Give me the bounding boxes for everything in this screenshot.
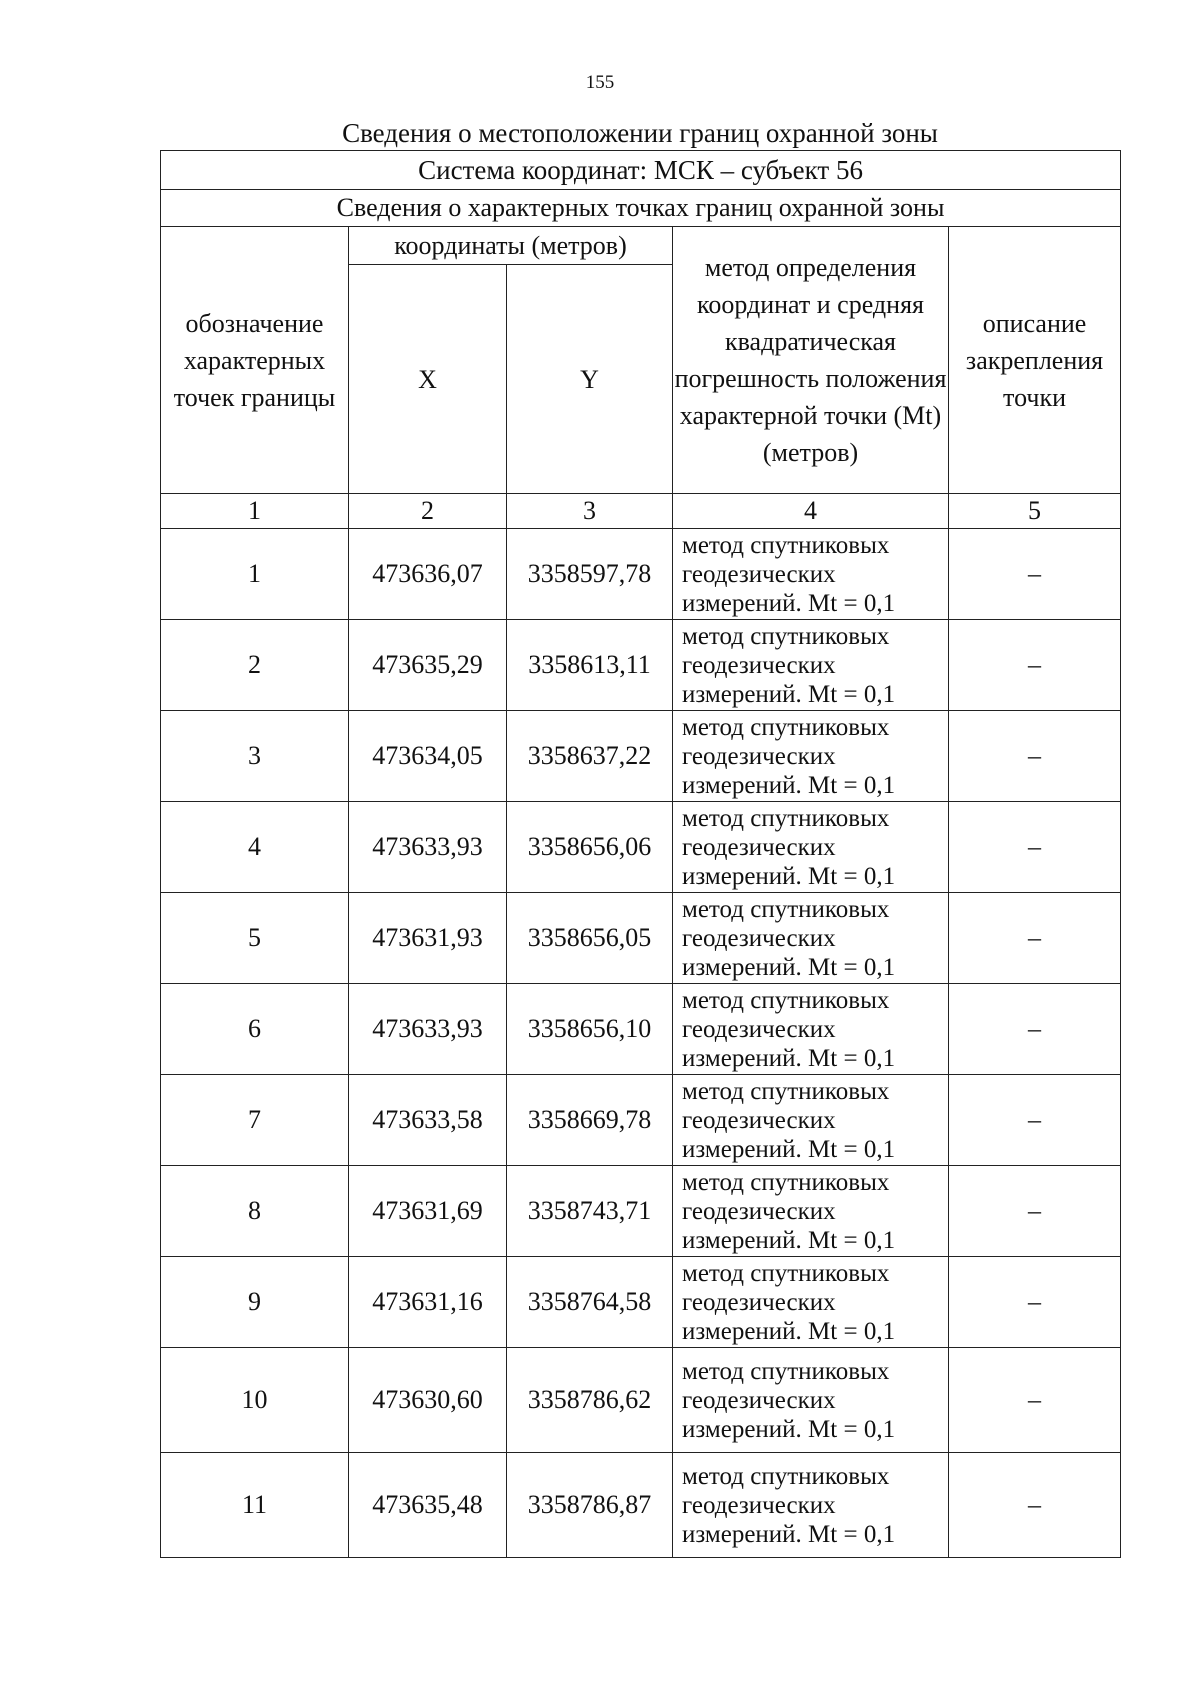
header-coordinates: координаты (метров) [349, 227, 673, 265]
column-number-cell: 3 [507, 494, 673, 529]
description-cell: – [949, 893, 1121, 984]
coordinate-system-row [161, 151, 1121, 190]
description-cell: – [949, 1453, 1121, 1558]
table-row [161, 1075, 1121, 1166]
y-coordinate-cell: 3358764,58 [507, 1257, 673, 1348]
description-cell: – [949, 529, 1121, 620]
method-cell: метод спутниковых геодезических измерений. Mt = 0,1 [673, 529, 949, 620]
method-cell: метод спутниковых геодезических измерений. Mt = 0,1 [673, 893, 949, 984]
description-cell: – [949, 1166, 1121, 1257]
x-coordinate-cell: 473635,48 [349, 1453, 507, 1558]
y-coordinate-cell: 3358656,05 [507, 893, 673, 984]
y-coordinate-cell: 3358613,11 [507, 620, 673, 711]
column-number-row [161, 494, 1121, 529]
y-coordinate-cell: 3358656,10 [507, 984, 673, 1075]
y-coordinate-cell: 3358669,78 [507, 1075, 673, 1166]
x-coordinate-cell: 473631,69 [349, 1166, 507, 1257]
table-row [161, 1166, 1121, 1257]
method-cell: метод спутниковых геодезических измерений. Mt = 0,1 [673, 1257, 949, 1348]
y-coordinate-cell: 3358786,87 [507, 1453, 673, 1558]
x-coordinate-cell: 473631,93 [349, 893, 507, 984]
coordinate-system-cell: Система координат: МСК – субъект 56 [161, 151, 1121, 190]
description-cell: – [949, 1257, 1121, 1348]
x-coordinate-cell: 473636,07 [349, 529, 507, 620]
table-row [161, 1453, 1121, 1558]
y-coordinate-cell: 3358637,22 [507, 711, 673, 802]
y-coordinate-cell: 3358743,71 [507, 1166, 673, 1257]
header-x: X [349, 265, 507, 494]
column-number-cell: 2 [349, 494, 507, 529]
point-cell: 11 [161, 1453, 349, 1558]
header-row [161, 227, 1121, 265]
description-cell: – [949, 711, 1121, 802]
description-cell: – [949, 1348, 1121, 1453]
x-coordinate-cell: 473633,93 [349, 984, 507, 1075]
table-row [161, 529, 1121, 620]
x-coordinate-cell: 473633,58 [349, 1075, 507, 1166]
point-cell: 6 [161, 984, 349, 1075]
description-cell: – [949, 1075, 1121, 1166]
method-cell: метод спутниковых геодезических измерений. Mt = 0,1 [673, 711, 949, 802]
x-coordinate-cell: 473631,16 [349, 1257, 507, 1348]
description-cell: – [949, 620, 1121, 711]
method-cell: метод спутниковых геодезических измерений. Mt = 0,1 [673, 1348, 949, 1453]
column-number-cell: 5 [949, 494, 1121, 529]
table-row [161, 1257, 1121, 1348]
description-cell: – [949, 984, 1121, 1075]
point-cell: 9 [161, 1257, 349, 1348]
section-title-row [161, 190, 1121, 227]
y-coordinate-cell: 3358597,78 [507, 529, 673, 620]
table-row [161, 802, 1121, 893]
method-cell: метод спутниковых геодезических измерений. Mt = 0,1 [673, 1453, 949, 1558]
y-coordinate-cell: 3358786,62 [507, 1348, 673, 1453]
method-cell: метод спутниковых геодезических измерений. Mt = 0,1 [673, 620, 949, 711]
column-number-cell: 4 [673, 494, 949, 529]
table-row [161, 984, 1121, 1075]
table-row [161, 893, 1121, 984]
header-point-designation: обозначение характерных точек границы [161, 227, 349, 494]
page-number: 155 [585, 72, 615, 93]
header-y: Y [507, 265, 673, 494]
table-row [161, 1348, 1121, 1453]
column-number-cell: 1 [161, 494, 349, 529]
point-cell: 2 [161, 620, 349, 711]
table-row [161, 711, 1121, 802]
x-coordinate-cell: 473633,93 [349, 802, 507, 893]
method-cell: метод спутниковых геодезических измерений. Mt = 0,1 [673, 984, 949, 1075]
method-cell: метод спутниковых геодезических измерений. Mt = 0,1 [673, 1075, 949, 1166]
table-row [161, 620, 1121, 711]
description-cell: – [949, 802, 1121, 893]
section-title-cell: Сведения о характерных точках границ охранной зоны [161, 190, 1121, 227]
point-cell: 4 [161, 802, 349, 893]
point-cell: 7 [161, 1075, 349, 1166]
x-coordinate-cell: 473630,60 [349, 1348, 507, 1453]
y-coordinate-cell: 3358656,06 [507, 802, 673, 893]
point-cell: 10 [161, 1348, 349, 1453]
x-coordinate-cell: 473635,29 [349, 620, 507, 711]
document-title: Сведения о местоположении границ охранной зоны [342, 118, 938, 148]
method-cell: метод спутниковых геодезических измерений. Mt = 0,1 [673, 1166, 949, 1257]
point-cell: 8 [161, 1166, 349, 1257]
header-method: метод определения координат и средняя квадратическая погрешность положения характерной точки (Mt) (метров) [673, 227, 949, 494]
coordinates-table [160, 150, 1121, 1558]
header-description: описание закрепления точки [949, 227, 1121, 494]
method-cell: метод спутниковых геодезических измерений. Mt = 0,1 [673, 802, 949, 893]
x-coordinate-cell: 473634,05 [349, 711, 507, 802]
point-cell: 3 [161, 711, 349, 802]
point-cell: 5 [161, 893, 349, 984]
point-cell: 1 [161, 529, 349, 620]
